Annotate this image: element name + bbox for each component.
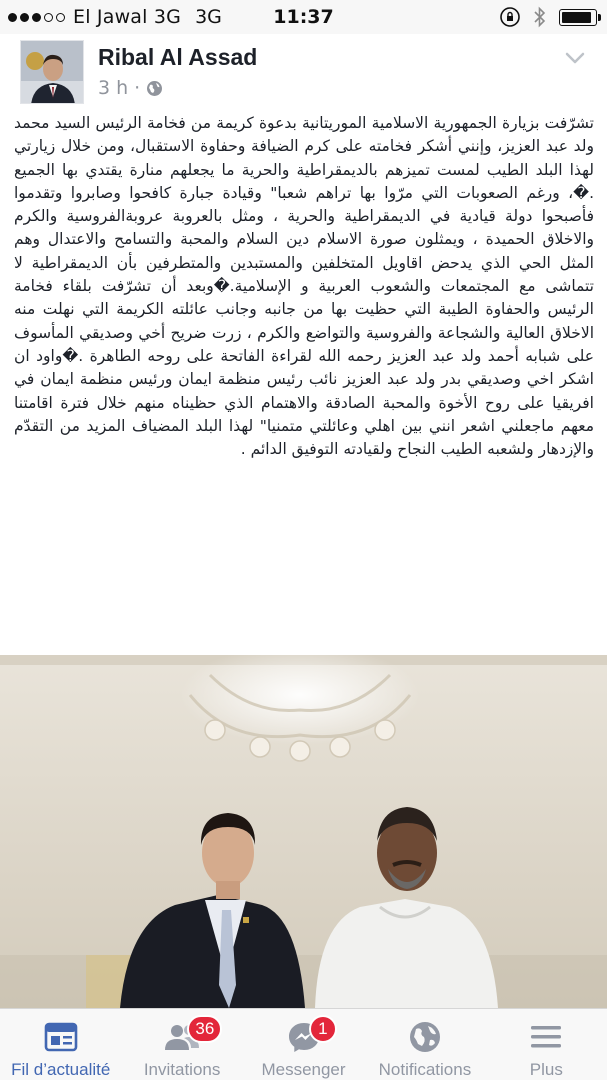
tab-messenger[interactable] bbox=[243, 1009, 364, 1080]
tab-messenger-label: Messenger bbox=[261, 1060, 346, 1079]
status-bar bbox=[0, 0, 607, 34]
post-timestamp[interactable]: 3 h bbox=[98, 77, 129, 99]
carrier-name: El Jawal 3G bbox=[73, 6, 182, 28]
bottom-tab-bar bbox=[0, 1008, 607, 1080]
post-header bbox=[0, 34, 607, 106]
signal-strength-icon bbox=[8, 13, 65, 22]
battery-icon bbox=[559, 9, 597, 26]
separator-dot: · bbox=[134, 77, 141, 99]
tab-more[interactable] bbox=[486, 1009, 607, 1080]
post-meta bbox=[98, 77, 163, 99]
news-feed-icon bbox=[44, 1021, 78, 1053]
post-author-name[interactable]: Ribal Al Assad bbox=[98, 44, 258, 70]
orientation-lock-icon bbox=[499, 6, 521, 28]
chevron-down-icon[interactable] bbox=[563, 46, 587, 70]
globe-notifications-icon bbox=[408, 1020, 442, 1054]
post-text: تشرّفت بزيارة الجمهورية الاسلامية الموريتانية بدعوة كريمة من فخامة الرئيس السيد محمد ولد عبد العزيز، وإنني أشكر فخامته على كرم الضيافة وحفاوة الاستقبال، ومن خلال زيارتي لهذا البلد الطيب لمست تميزهم بالديمقراطية والحرية ما يجعلهم منارة يقتدي بها الجميع .�، ورغم الصعوبات التي مرّوا بها تراهم شعبا" وقيادة جبارة كافحوا وصابروا وتقدموا فأصبحوا دولة قيادية في الديمقراطية والحرية ، ومثل بالعروبة عروبةالفروسية والكرم والاخلاق الحميدة ، ويمثلون صورة الاسلام دين السلام والمحبة والتسامح والاعتدال وهم المثل الحي الذي يدحض اقاويل المتخلفين والمستبدين والمتطرفين بأن الديمقراطية لا تتماشى مع المجتمعات والشعوب العربية و الإسلامية.�وبعد أن تشرّفت بلقاء فخامة الرئيس والحفاوة الطيبة التي حظيت بها من جانبه وجانب عائلته الكريمة التي نهلت منه الاخلاق العالية والشجاعة والفروسية والتواضع والكرم ، زرت ضريح أخي وصديقي المأسوف على شبابه أحمد ولد عبد العزيز رحمه الله لقراءة الفاتحة على روحه الطاهرة .�واود ان اشكر اخي وصديقي بدر ولد عبد العزيز نائب رئيس منظمة ايمان ورئيس منظمة ايمان في افريقيا على روح الأخوة والمحبة الصادقة والاهتمام الذي حظيناه منهم خلال فترة اقامتنا معهم ماجعلني اشعر انني بين اهلي وعائلتي متمنيا" لهذا البلد المضياف المزيد من التقدّم والإزدهار ولشعبه الطيب النجاح ولقيادته التوفيق الدائم . bbox=[14, 114, 594, 459]
tab-notifications[interactable] bbox=[364, 1009, 485, 1080]
tab-invitations[interactable] bbox=[121, 1009, 242, 1080]
tab-news-feed[interactable] bbox=[0, 1009, 121, 1080]
globe-icon bbox=[146, 80, 163, 97]
tab-more-label: Plus bbox=[529, 1060, 563, 1079]
bluetooth-icon bbox=[533, 6, 547, 28]
clock: 11:37 bbox=[273, 6, 334, 28]
post-photo[interactable] bbox=[0, 655, 607, 1008]
invitations-count-badge: 36 bbox=[187, 1015, 222, 1043]
tab-notifications-label: Notifications bbox=[378, 1060, 472, 1079]
messenger-count-badge: 1 bbox=[309, 1015, 337, 1043]
tab-invitations-label: Invitations bbox=[143, 1060, 221, 1079]
avatar[interactable] bbox=[20, 40, 84, 104]
tab-news-feed-label: Fil d’actualité bbox=[11, 1060, 111, 1079]
menu-icon bbox=[529, 1022, 563, 1052]
network-type: 3G bbox=[195, 6, 222, 28]
